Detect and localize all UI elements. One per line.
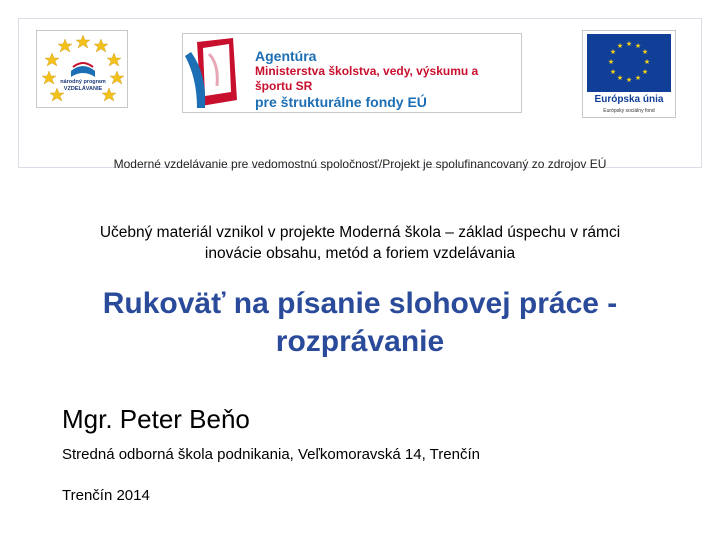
- eu-flag-icon: [587, 34, 671, 92]
- material-statement: Učebný materiál vznikol v projekte Moderná škola – základ úspechu v rámci inovácie obsahu, metód a foriem vzdelávania: [99, 224, 621, 262]
- agency-funds: pre štrukturálne fondy EÚ: [255, 94, 427, 110]
- svg-text:★: ★: [625, 40, 633, 48]
- eu-subtitle: Európsky sociálny fond: [603, 108, 655, 114]
- book-emblem-icon: [183, 34, 253, 114]
- school-address: Stredná odborná škola podnikania, Veľkomoravská 14, Trenčín: [62, 446, 480, 463]
- svg-text:★: ★: [616, 74, 624, 82]
- agency-title: Agentúra: [255, 48, 317, 64]
- svg-text:★: ★: [641, 68, 649, 76]
- svg-text:★: ★: [641, 48, 649, 56]
- svg-text:★: ★: [643, 58, 651, 66]
- svg-text:★: ★: [609, 48, 617, 56]
- eu-title: Európska únia: [594, 94, 664, 105]
- svg-text:★: ★: [634, 74, 642, 82]
- national-program-logo: [36, 30, 128, 108]
- city-year: Trenčín 2014: [62, 487, 150, 504]
- svg-text:★: ★: [634, 42, 642, 50]
- star-ring-icon: [37, 31, 129, 109]
- agency-ministry: Ministerstva školstva, vedy, výskumu a športu SR: [255, 64, 479, 93]
- funding-statement: Moderné vzdelávanie pre vedomostnú spoločnosť/Projekt je spolufinancovaný zo zdrojov EÚ: [113, 157, 607, 171]
- logo-left-label: národný program VZDELÁVANIE: [60, 79, 106, 92]
- eu-logo: [582, 30, 676, 118]
- svg-text:★: ★: [625, 76, 633, 84]
- page-title: Rukoväť na písanie slohovej práce - rozprávanie: [102, 287, 618, 358]
- svg-text:★: ★: [609, 68, 617, 76]
- svg-text:★: ★: [607, 58, 615, 66]
- author-name: Mgr. Peter Beňo: [62, 404, 250, 434]
- svg-text:★: ★: [616, 42, 624, 50]
- agency-banner-logo: [182, 33, 522, 113]
